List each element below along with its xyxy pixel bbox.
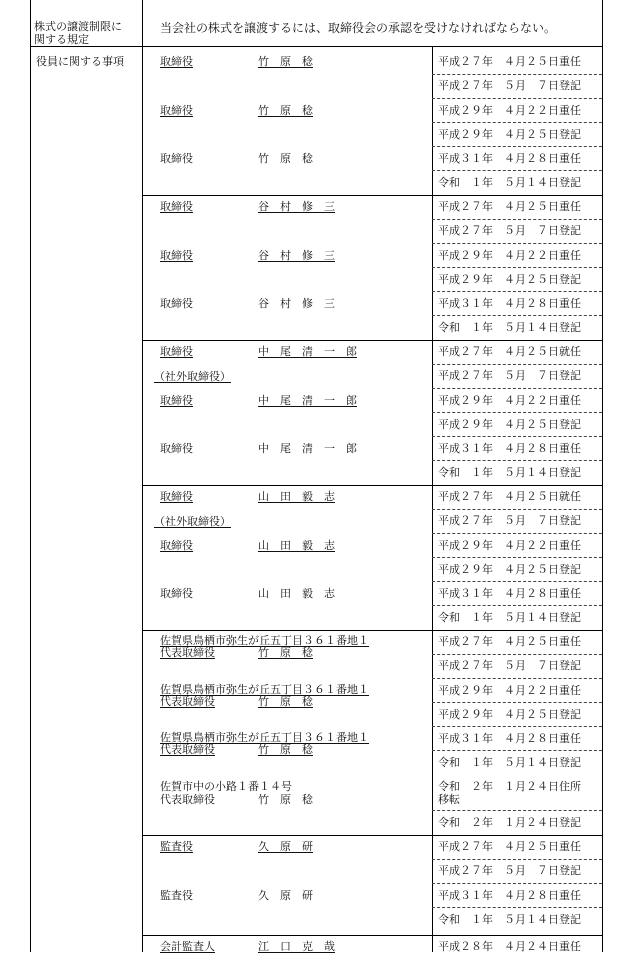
date-row-divider — [432, 412, 602, 413]
date-entry: 令和 ２年 １月２４日登記 — [438, 816, 581, 829]
header-row-bottom-border — [30, 46, 603, 47]
officer-name: 竹 原 稔 — [258, 55, 313, 68]
officer-title: 取締役 — [160, 297, 193, 310]
date-entry: 平成２９年 ４月２５日登記 — [438, 418, 581, 431]
officer-name: 山 田 毅 志 — [258, 539, 335, 552]
date-row-divider — [432, 436, 602, 437]
date-row-divider — [432, 859, 602, 860]
date-row-divider — [432, 74, 602, 75]
officer-name: 竹 原 稔 — [258, 152, 313, 165]
officer-title: 取締役 — [160, 345, 193, 358]
date-entry: 平成２９年 ４月２５日登記 — [438, 273, 581, 286]
date-entry: 令和 １年 ５月１４日登記 — [438, 321, 581, 334]
date-entry: 平成３１年 ４月２８日重任 — [438, 152, 581, 165]
officer-address: 佐賀県鳥栖市弥生が丘五丁目３６１番地１ — [160, 731, 369, 744]
officer-title: 取締役 — [160, 490, 193, 503]
officer-name: 谷 村 修 三 — [258, 200, 335, 213]
officer-title: 取締役 — [160, 249, 193, 262]
date-row-divider — [432, 364, 602, 365]
officer-title: 代表取締役 — [160, 793, 215, 806]
date-row-divider — [432, 533, 602, 534]
officer-subtitle: （社外取締役） — [154, 370, 231, 383]
date-entry: 平成２９年 ４月２２日重任 — [438, 684, 581, 697]
date-entry: 平成３１年 ４月２８日重任 — [438, 442, 581, 455]
officer-name: 久 原 研 — [258, 889, 313, 902]
officer-subtitle: （社外取締役） — [154, 515, 231, 528]
group-separator — [142, 630, 603, 631]
date-row-divider — [432, 315, 602, 316]
group-separator — [142, 340, 603, 341]
officer-name: 中 尾 清 一 郎 — [258, 394, 357, 407]
label-column-divider — [142, 0, 143, 952]
table-right-border — [602, 0, 603, 952]
date-row-divider — [432, 605, 602, 606]
date-row-divider — [432, 883, 602, 884]
officer-title: 取締役 — [160, 394, 193, 407]
officer-name: 竹 原 稔 — [258, 646, 313, 659]
date-entry: 平成２９年 ４月２５日登記 — [438, 563, 581, 576]
date-entry: 平成２７年 ４月２５日重任 — [438, 840, 581, 853]
officer-name: 竹 原 稔 — [258, 104, 313, 117]
date-entry: 平成２９年 ４月２２日重任 — [438, 539, 581, 552]
officer-name: 谷 村 修 三 — [258, 297, 335, 310]
date-entry: 令和 １年 ５月１４日登記 — [438, 756, 581, 769]
officer-title: 監査役 — [160, 889, 193, 902]
officer-title: 代表取締役 — [160, 695, 215, 708]
officer-name: 竹 原 稔 — [258, 793, 313, 806]
date-entry: 平成２９年 ４月２２日重任 — [438, 249, 581, 262]
group-separator — [142, 835, 603, 836]
date-entry-continuation: 移転 — [438, 793, 460, 806]
date-row-divider — [432, 654, 602, 655]
date-entry: 平成２９年 ４月２５日登記 — [438, 128, 581, 141]
date-entry: 令和 １年 ５月１４日登記 — [438, 176, 581, 189]
group-separator — [142, 485, 603, 486]
group-separator — [142, 195, 603, 196]
officer-title: 会計監査人 — [160, 940, 215, 953]
date-entry: 平成２７年 ５月 ７日登記 — [438, 864, 581, 877]
date-entry: 令和 １年 ５月１４日登記 — [438, 466, 581, 479]
officer-title: 取締役 — [160, 55, 193, 68]
date-entry: 平成２９年 ４月２２日重任 — [438, 394, 581, 407]
date-row-divider — [432, 122, 602, 123]
officer-name: 山 田 毅 志 — [258, 587, 335, 600]
officer-title: 取締役 — [160, 442, 193, 455]
officer-title: 代表取締役 — [160, 743, 215, 756]
date-entry: 平成３１年 ４月２８日重任 — [438, 587, 581, 600]
officer-name: 竹 原 稔 — [258, 743, 313, 756]
officer-address: 佐賀県鳥栖市弥生が丘五丁目３６１番地１ — [160, 683, 369, 696]
officer-name: 中 尾 清 一 郎 — [258, 345, 357, 358]
officer-title: 監査役 — [160, 840, 193, 853]
date-entry: 平成２９年 ４月２２日重任 — [438, 104, 581, 117]
date-entry: 平成２９年 ４月２５日登記 — [438, 708, 581, 721]
date-row-divider — [432, 98, 602, 99]
date-row-divider — [432, 509, 602, 510]
date-entry: 平成３１年 ４月２８日重任 — [438, 732, 581, 745]
date-entry: 平成２７年 ５月 ７日登記 — [438, 369, 581, 382]
date-row-divider — [432, 170, 602, 171]
date-entry: 平成２７年 ４月２５日就任 — [438, 345, 581, 358]
date-entry: 令和 １年 ５月１４日登記 — [438, 611, 581, 624]
officer-title: 取締役 — [160, 152, 193, 165]
officer-address: 佐賀県鳥栖市弥生が丘五丁目３６１番地１ — [160, 634, 369, 647]
date-entry: 平成２７年 ４月２５日就任 — [438, 490, 581, 503]
date-entry: 平成２７年 ５月 ７日登記 — [438, 79, 581, 92]
date-row-divider — [432, 388, 602, 389]
date-row-divider — [432, 726, 602, 727]
officer-name: 谷 村 修 三 — [258, 249, 335, 262]
date-entry: 平成２７年 ５月 ７日登記 — [438, 659, 581, 672]
officer-name: 江 口 克 哉 — [258, 940, 335, 953]
date-entry: 平成２７年 ５月 ７日登記 — [438, 514, 581, 527]
date-row-divider — [432, 460, 602, 461]
date-entry: 平成３１年 ４月２８日重任 — [438, 889, 581, 902]
officer-name: 中 尾 清 一 郎 — [258, 442, 357, 455]
date-entry: 平成３１年 ４月２８日重任 — [438, 297, 581, 310]
table-left-border — [30, 0, 31, 952]
date-row-divider — [432, 907, 602, 908]
group-separator — [142, 935, 603, 936]
date-entry: 平成２７年 ４月２５日重任 — [438, 635, 581, 648]
date-row-divider — [432, 557, 602, 558]
officer-title: 取締役 — [160, 200, 193, 213]
share-transfer-label-line1: 株式の譲渡制限に — [34, 20, 122, 33]
date-row-divider — [432, 243, 602, 244]
officers-section-label: 役員に関する事項 — [36, 55, 124, 68]
officer-title: 代表取締役 — [160, 646, 215, 659]
officer-title: 取締役 — [160, 104, 193, 117]
date-row-divider — [432, 267, 602, 268]
share-transfer-label — [34, 20, 140, 46]
officer-name: 竹 原 稔 — [258, 695, 313, 708]
date-row-divider — [432, 702, 602, 703]
officer-name: 山 田 毅 志 — [258, 490, 335, 503]
officer-name: 久 原 研 — [258, 840, 313, 853]
share-transfer-label-line2: 関する規定 — [34, 33, 89, 46]
date-column-divider — [432, 46, 433, 952]
share-transfer-content: 当会社の株式を譲渡するには、取締役会の承認を受けなければならない。 — [160, 21, 557, 35]
date-row-divider — [432, 810, 602, 811]
date-row-divider — [432, 750, 602, 751]
date-row-divider — [432, 146, 602, 147]
officer-title: 取締役 — [160, 539, 193, 552]
date-row-divider — [432, 291, 602, 292]
date-entry: 令和 ２年 １月２４日住所 — [438, 780, 581, 793]
date-row-divider — [432, 219, 602, 220]
date-entry: 平成２７年 ４月２５日重任 — [438, 200, 581, 213]
date-entry: 令和 １年 ５月１４日登記 — [438, 913, 581, 926]
date-row-divider — [432, 678, 602, 679]
date-entry: 平成２７年 ５月 ７日登記 — [438, 224, 581, 237]
officer-title: 取締役 — [160, 587, 193, 600]
date-entry: 平成２７年 ４月２５日重任 — [438, 55, 581, 68]
date-entry: 平成２８年 ４月２４日重任 — [438, 940, 581, 953]
date-row-divider — [432, 581, 602, 582]
officer-address: 佐賀市中の小路１番１４号 — [160, 780, 292, 793]
